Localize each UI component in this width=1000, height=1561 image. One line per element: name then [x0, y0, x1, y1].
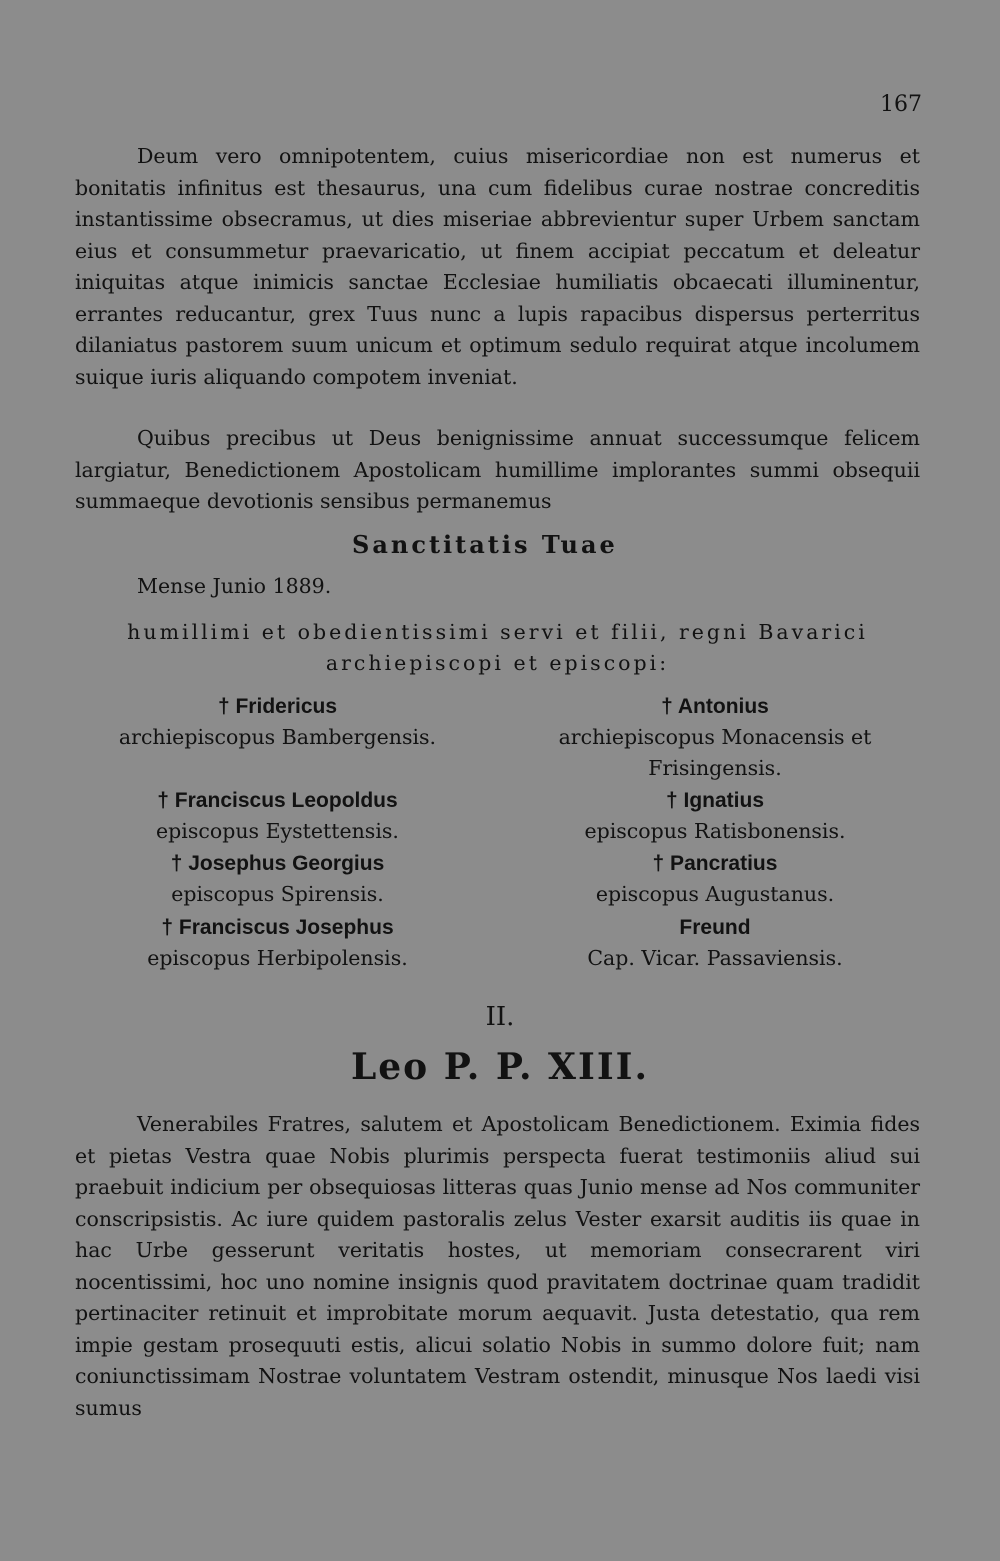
signatory-name: † Ignatius: [665, 789, 765, 812]
signature-block: [505, 691, 925, 784]
signature-block: [505, 848, 925, 910]
closing-salutation: Sanctitatis Tuae: [352, 530, 618, 559]
signatory-title: episcopus Spirensis.: [171, 882, 384, 906]
signature-block: [90, 691, 465, 753]
signatories-intro-line-2: archiepiscopi et episcopi:: [325, 651, 670, 675]
signatory-title: archiepiscopus Monacensis et Frisingensis.: [558, 725, 872, 780]
section-heading: Leo P. P. XIII.: [350, 1046, 650, 1088]
signatory-name: † Josephus Georgius: [170, 852, 385, 875]
signatory-title: episcopus Eystettensis.: [156, 819, 399, 843]
paragraph-3: Venerabiles Fratres, salutem et Apostolicam Benedictionem. Eximia fides et pietas Vestra quae Nobis plurimis perspecta fuerat testimoniis aliud sui praebuit indicium per obsequiosas litteras quas Junio mense ad Nos communiter conscripsistis. Ac iure quidem pastoralis zelus Vester exarsit auditis iis quae in hac Urbe gesserunt veritatis hostes, ut memoriam consecrarent viri nocentissimi, hoc uno nomine insignis quod pravitatem doctrinae quam tradidit pertinaciter retinuit et improbitate morum aequavit. Justa detestatio, qua rem impie gestam prosequuti estis, alicui solatio Nobis in summo dolore fuit; nam coniunctissimam Nostrae voluntatem Vestram ostendit, minusque Nos laedi visi sumus: [75, 1112, 920, 1420]
signatory-title: episcopus Augustanus.: [595, 882, 835, 906]
page-number: 167: [880, 92, 922, 117]
signatory-title: Cap. Vicar. Passaviensis.: [587, 946, 843, 970]
paragraph-1: Deum vero omnipotentem, cuius misericordiae non est numerus et bonitatis infinitus est thesaurus, una cum fidelibus curae nostrae concreditis instantissime obsecramus, ut dies miseriae abbrevientur super Urbem sanctam eius et consummetur praevaricatio, ut finem accipiat peccatum et deleatur iniquitas atque inimicis sanctae Ecclesiae humiliatis obcaecati illuminentur, errantes reducantur, grex Tuus nunc a lupis rapacibus dispersus perterritus dilaniatus pastorem suum unicum et optimum sedulo requirat atque incolumem suique iuris aliquando compotem inveniat.: [75, 144, 920, 389]
signature-block: [505, 912, 925, 974]
signature-block: [90, 785, 465, 847]
section-number: II.: [485, 1002, 515, 1032]
paragraph-2: Quibus precibus ut Deus benignissime annuat successumque felicem largiatur, Benedictionem Apostolicam humillime implorantes summi obsequii summaeque devotionis sensibus permanemus: [75, 426, 920, 513]
signatory-title: episcopus Ratisbonensis.: [584, 819, 846, 843]
signatory-name: † Fridericus: [217, 695, 338, 718]
signatory-name: † Antonius: [661, 695, 769, 718]
letter-date: Mense Junio 1889.: [137, 574, 332, 598]
signature-block: [90, 848, 465, 910]
signatory-name: Freund: [679, 916, 751, 939]
signature-block: [90, 912, 465, 974]
signatory-name: † Franciscus Josephus: [161, 916, 394, 939]
signatory-name: † Franciscus Leopoldus: [157, 789, 398, 812]
signatories-intro-line-1: humillimi et obedientissimi servi et filii, regni Bavarici: [127, 620, 868, 644]
signatory-title: episcopus Herbipolensis.: [147, 946, 408, 970]
signatory-title: archiepiscopus Bambergensis.: [118, 725, 437, 749]
signatories-intro: [75, 617, 920, 679]
signatory-name: † Pancratius: [652, 852, 778, 875]
signature-block: [505, 785, 925, 847]
